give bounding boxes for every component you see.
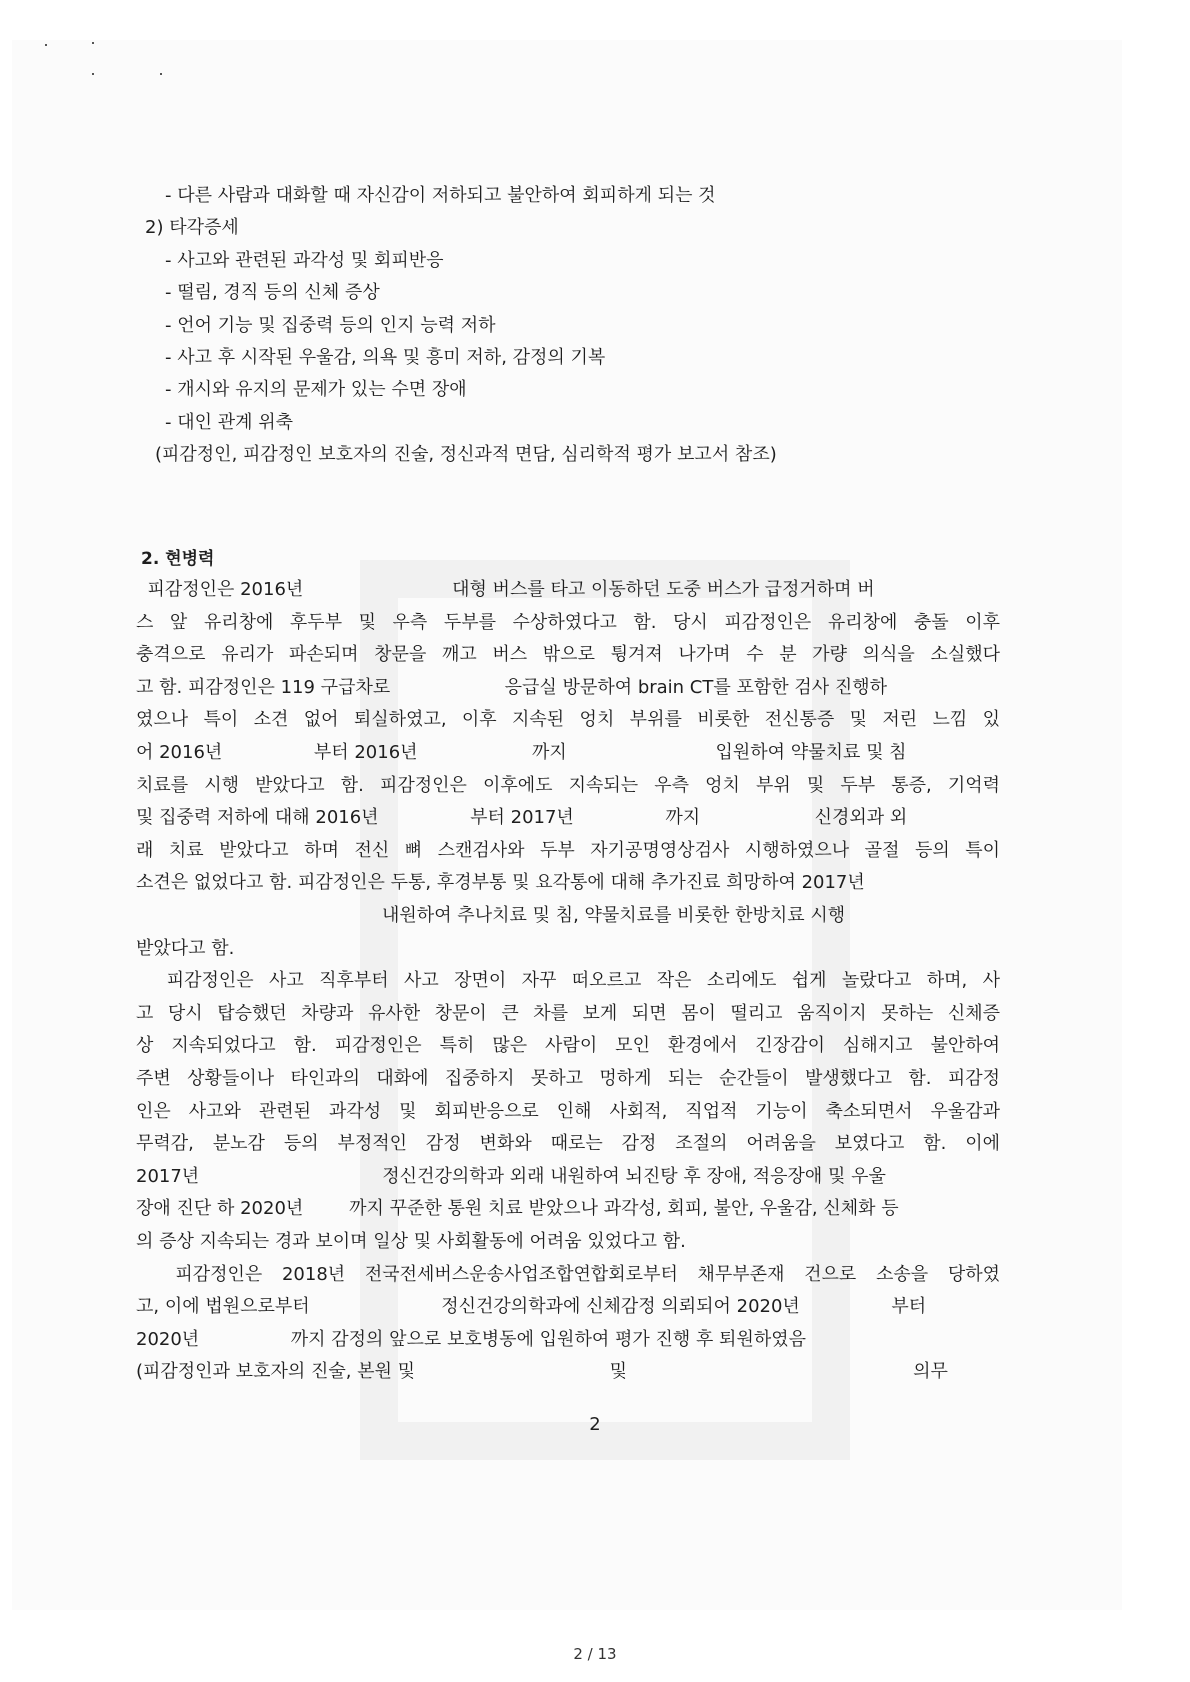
scan-speck <box>160 73 162 75</box>
history-line: 2020년 까지 감정의 앞으로 보호병동에 입원하여 평가 진행 후 퇴원하였음 <box>136 1328 806 1350</box>
history-line: (피감정인과 보호자의 진술, 본원 및 및 의무 <box>136 1361 948 1383</box>
history-line: 무력감, 분노감 등의 부정적인 감정 변화와 때로는 감정 조절의 어려움을 보였다고 함. 이에 <box>136 1133 1000 1155</box>
history-line: 상 지속되었다고 함. 피감정인은 특히 많은 사람이 모인 환경에서 긴장감이 심해지고 불안하여 <box>136 1035 1000 1057</box>
page-number: 2 <box>589 1414 601 1435</box>
history-line: 고 당시 탑승했던 차량과 유사한 창문이 큰 차를 보게 되면 몸이 떨리고 움직이지 못하는 신체증 <box>136 1002 1000 1024</box>
history-line: 받았다고 함. <box>136 937 235 959</box>
history-line: 피감정인은 사고 직후부터 사고 장면이 자꾸 떠오르고 작은 소리에도 쉽게 놀랐다고 하며, 사 <box>136 970 1000 992</box>
history-line: 치료를 시행 받았다고 함. 피감정인은 이후에도 지속되는 우측 엉치 부위 및 두부 통증, 기억력 <box>136 774 1000 796</box>
history-line: 및 집중력 저하에 대해 2016년 부터 2017년 까지 신경외과 외 <box>136 807 908 829</box>
symptom-subheading: 2) 타각증세 <box>145 217 239 239</box>
history-line: 장애 진단 하 2020년 까지 꾸준한 통원 치료 받았으나 과각성, 회피, 불안, 우울감, 신체화 등 <box>136 1198 899 1220</box>
symptom-line: - 언어 기능 및 집중력 등의 인지 능력 저하 <box>165 314 496 336</box>
history-line: 고, 이에 법원으로부터 정신건강의학과에 신체감정 의뢰되어 2020년 부터 <box>136 1296 927 1318</box>
history-line: 충격으로 유리가 파손되며 창문을 깨고 버스 밖으로 튕겨져 나가며 수 분 가량 의식을 소실했다 <box>136 644 1000 666</box>
symptom-line: - 사고 후 시작된 우울감, 의욕 및 흥미 저하, 감정의 기복 <box>165 346 606 368</box>
scan-speck <box>92 73 94 75</box>
history-line: 피감정인은 2016년 대형 버스를 타고 이동하던 도중 버스가 급정거하며 버 <box>136 579 875 600</box>
section-title: 2. 현병력 <box>141 549 215 569</box>
symptom-line: - 다른 사람과 대화할 때 자신감이 저하되고 불안하여 회피하게 되는 것 <box>165 185 716 206</box>
history-line: 스 앞 유리창에 후두부 및 우측 두부를 수상하였다고 함. 당시 피감정인은 유리창에 충돌 이후 <box>136 611 1000 633</box>
symptom-line: - 대인 관계 위축 <box>165 411 293 433</box>
history-line: 2017년 정신건강의학과 외래 내원하여 뇌진탕 후 장애, 적응장애 및 우울 <box>136 1165 886 1187</box>
scan-speck <box>92 42 94 44</box>
history-line: 내원하여 추나치료 및 침, 약물치료를 비롯한 한방치료 시행 <box>136 905 846 926</box>
scan-speck <box>45 44 47 46</box>
history-line: 주변 상황들이나 타인과의 대화에 집중하지 못하고 멍하게 되는 순간들이 발생했다고 함. 피감정 <box>136 1068 1000 1089</box>
page-counter: 2 / 13 <box>573 1645 617 1663</box>
symptom-line: - 사고와 관련된 과각성 및 회피반응 <box>165 249 444 271</box>
history-line: 였으나 특이 소견 없어 퇴실하였고, 이후 지속된 엉치 부위를 비롯한 전신통증 및 저린 느낌 있 <box>136 709 1000 731</box>
history-line: 피감정인은 2018년 전국전세버스운송사업조합연합회로부터 채무부존재 건으로 소송을 당하였 <box>136 1263 1000 1285</box>
history-line: 소견은 없었다고 함. 피감정인은 두통, 후경부통 및 요각통에 대해 추가진료 희망하여 2017년 <box>136 872 865 894</box>
history-line: 어 2016년 부터 2016년 까지 입원하여 약물치료 및 침 <box>136 742 907 763</box>
symptom-line: - 개시와 유지의 문제가 있는 수면 장애 <box>165 379 467 401</box>
symptom-line: - 떨림, 경직 등의 신체 증상 <box>165 282 380 304</box>
symptom-source-note: (피감정인, 피감정인 보호자의 진술, 정신과적 면담, 심리학적 평가 보고서 참조) <box>155 444 777 466</box>
history-line: 고 함. 피감정인은 119 구급차로 응급실 방문하여 brain CT를 포함한 검사 진행하 <box>136 676 888 698</box>
history-line: 의 증상 지속되는 경과 보이며 일상 및 사회활동에 어려움 있었다고 함. <box>136 1231 686 1252</box>
symptom-list <box>145 180 1045 472</box>
history-line: 인은 사고와 관련된 과각성 및 회피반응으로 인해 사회적, 직업적 기능이 축소되면서 우울감과 <box>136 1100 1000 1122</box>
history-line: 래 치료 받았다고 하며 전신 뼈 스캔검사와 두부 자기공명영상검사 시행하였으나 골절 등의 특이 <box>136 839 1000 861</box>
